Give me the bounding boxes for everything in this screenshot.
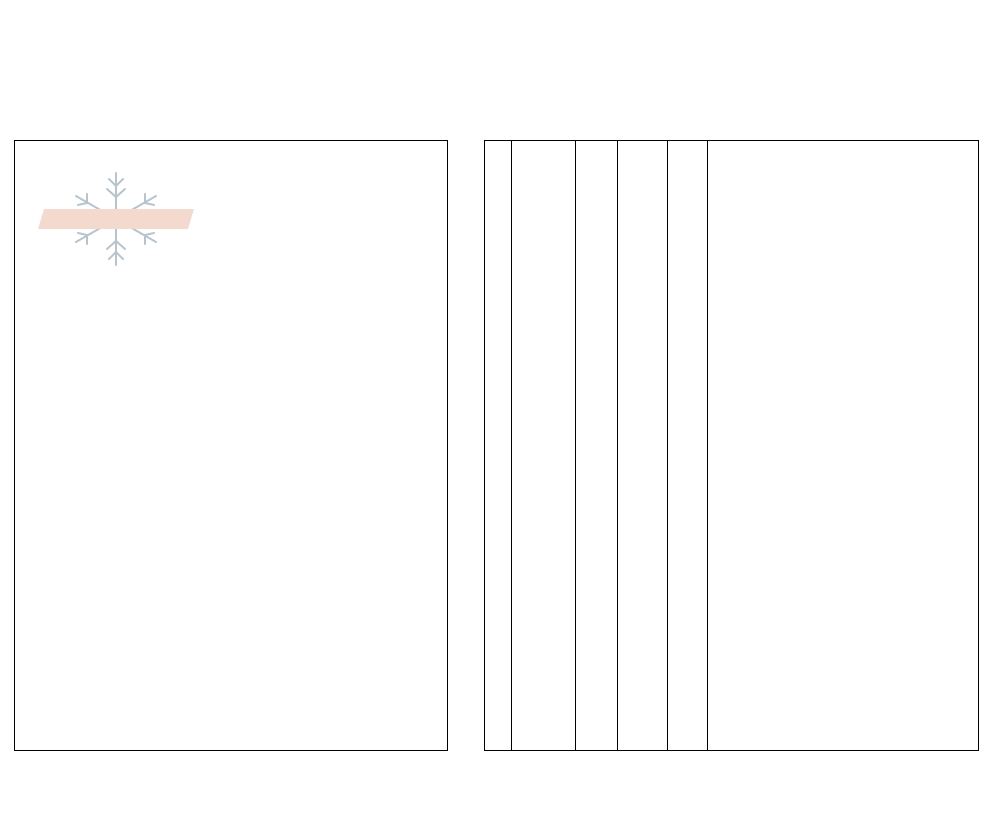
snow-pilot-logo xyxy=(38,173,194,265)
logo-banner xyxy=(38,209,194,229)
hardness-profile-area xyxy=(15,141,448,751)
layer-table xyxy=(485,141,979,751)
